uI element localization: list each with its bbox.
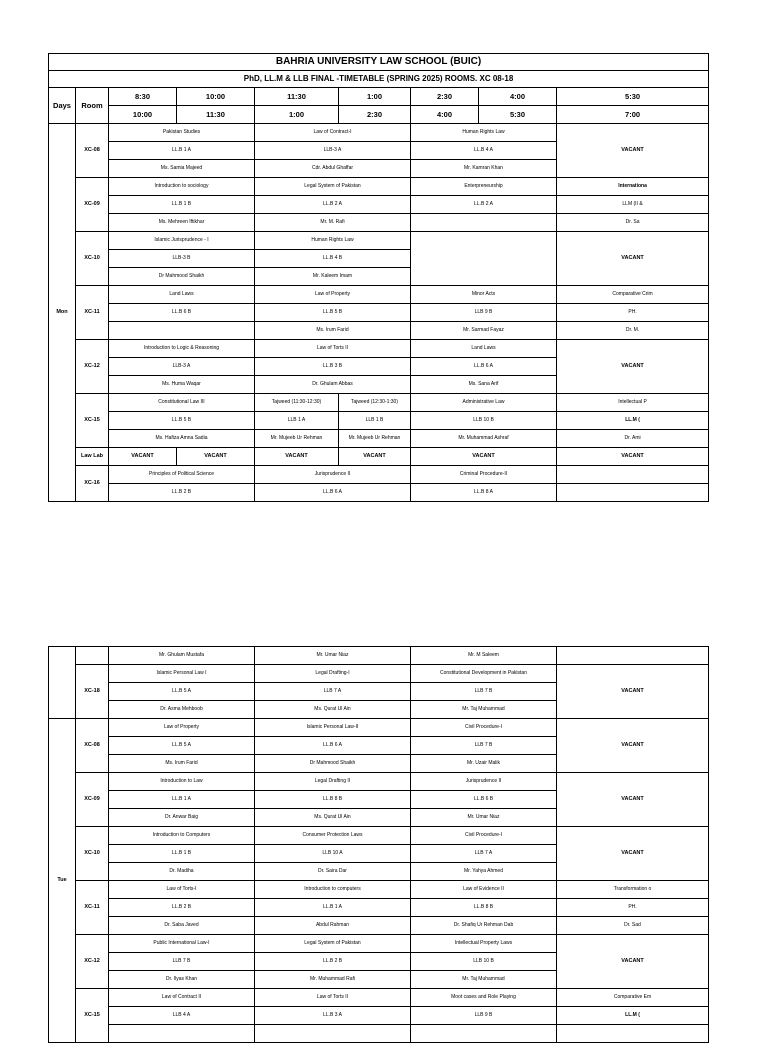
class-section: LLB 1 B [339, 412, 411, 430]
class-section: LL.B 6 A [411, 358, 557, 376]
instructor-name: Dr. Asma Mehboob [109, 701, 255, 719]
empty-cell [557, 466, 709, 484]
vacant-cell: VACANT [557, 232, 709, 286]
course-name: Introduction to Law [109, 773, 255, 791]
course-name: Land Laws [109, 286, 255, 304]
instructor-name: Mr. Umar Niaz [255, 647, 411, 665]
class-section: PH. [557, 304, 709, 322]
room-label: Law Lab [76, 448, 109, 466]
class-section: LLB 7 B [411, 737, 557, 755]
course-name: Enterpreneurship [411, 178, 557, 196]
course-name: Transformation o [557, 881, 709, 899]
instructor-name: Dr. Ami [557, 430, 709, 448]
room-label: XC-09 [76, 773, 109, 827]
course-name: Human Rights Law [411, 124, 557, 142]
class-section: LLB 10 B [411, 412, 557, 430]
instructor-name: Mr. Taj Muhammad [411, 971, 557, 989]
room-label: XC-08 [76, 719, 109, 773]
slot-end: 11:30 [177, 106, 255, 124]
instructor-name: Cdr. Abdul Ghaffar [255, 160, 411, 178]
empty-cell [557, 647, 709, 665]
room-label: XC-11 [76, 881, 109, 935]
class-section: LL.B 2 B [255, 953, 411, 971]
class-section: LL.B 6 B [109, 304, 255, 322]
course-name: Criminal Procedure-II [411, 466, 557, 484]
timetable-table-tuesday [48, 646, 709, 1043]
class-section: LL.B 1 A [255, 899, 411, 917]
slot-end: 7:00 [557, 106, 709, 124]
instructor-name: Abdul Rahman [255, 917, 411, 935]
vacant-cell: VACANT [411, 448, 557, 466]
course-name: Law of Evidence II [411, 881, 557, 899]
slot-end: 2:30 [339, 106, 411, 124]
class-section: LL.B 1 B [109, 196, 255, 214]
course-name: Law of Torts-I [109, 881, 255, 899]
instructor-name: Mr. Mujeeb Ur Rehman [255, 430, 339, 448]
class-section: LL.M ( [557, 1007, 709, 1025]
vacant-cell: VACANT [339, 448, 411, 466]
course-name: Internationa [557, 178, 709, 196]
course-name: Civil Procedure-I [411, 827, 557, 845]
course-name: Intellectual P [557, 394, 709, 412]
instructor-name: Ms. Sana Arif [411, 376, 557, 394]
instructor-name: Dr. Shafiq Ur Rehman Dab [411, 917, 557, 935]
class-section: LLB 7 A [255, 683, 411, 701]
instructor-name: Mr. Muhammad Rafi [255, 971, 411, 989]
days-header: Days [49, 88, 76, 124]
class-section: LL.B 2 A [411, 196, 557, 214]
class-section: LL.B 2 B [109, 484, 255, 502]
instructor-name: Mr. Muhammad Ashraf [411, 430, 557, 448]
instructor-name: Dr. Sad [557, 917, 709, 935]
course-name: Legal Drafting-I [255, 665, 411, 683]
empty-cell [557, 484, 709, 502]
class-section: LL.M ( [557, 412, 709, 430]
instructor-name: Mr. Taj Muhammad [411, 701, 557, 719]
course-name: Human Rights Law [255, 232, 411, 250]
course-name: Legal Drafting II [255, 773, 411, 791]
course-name: Consumer Protection Laws [255, 827, 411, 845]
class-section: LLB-3 A [109, 358, 255, 376]
vacant-cell: VACANT [557, 773, 709, 827]
course-name: Tajweed (11:30-12:30) [255, 394, 339, 412]
room-label: XC-08 [76, 124, 109, 178]
room-label: XC-15 [76, 394, 109, 448]
class-section: LLB 4 A [109, 1007, 255, 1025]
instructor-name: Mr. Ghulam Mustafa [109, 647, 255, 665]
timetable-table-monday [48, 53, 709, 502]
instructor-name: Dr. Ghulam Abbas [255, 376, 411, 394]
course-name: Law of Torts II [255, 989, 411, 1007]
instructor-name: Mr. Kaleem Imam [255, 268, 411, 286]
instructor-name: Ms. Huma Waqar [109, 376, 255, 394]
instructor-name: Mr. Sarmad Fayaz [411, 322, 557, 340]
class-section: PH. [557, 899, 709, 917]
instructor-name: Ms. Irum Farid [109, 755, 255, 773]
page-subtitle: PhD, LL.M & LLB FINAL -TIMETABLE (SPRING 2025) ROOMS. XC 08-18 [49, 71, 709, 88]
class-section: LL.B 1 A [109, 791, 255, 809]
class-section: LLB 7 B [411, 683, 557, 701]
slot-start: 5:30 [557, 88, 709, 106]
course-name: Moot cases and Role Playing [411, 989, 557, 1007]
course-name: Law of Contract II [109, 989, 255, 1007]
instructor-name: Dr. M. [557, 322, 709, 340]
class-section: LLB 9 B [411, 304, 557, 322]
class-section: LL.B 6 A [255, 484, 411, 502]
course-name: Introduction to sociology [109, 178, 255, 196]
class-section: LLB 10 A [255, 845, 411, 863]
instructor-name: Ms. Irum Farid [255, 322, 411, 340]
vacant-cell: VACANT [557, 719, 709, 773]
instructor-name: Mr. Mujeeb Ur Rehman [339, 430, 411, 448]
instructor-name: Dr. Madiha [109, 863, 255, 881]
day-label-tue: Tue [49, 719, 76, 1043]
course-name: Civil Procedure-I [411, 719, 557, 737]
slot-start: 4:00 [479, 88, 557, 106]
vacant-cell: VACANT [557, 448, 709, 466]
class-section: LL.B 5 B [109, 412, 255, 430]
instructor-name: Mr. M. Rafi [255, 214, 411, 232]
instructor-name: Mr. Umar Niaz [411, 809, 557, 827]
class-section: LLB 7 A [411, 845, 557, 863]
room-label: XC-16 [76, 466, 109, 502]
day-label-mon: Mon [49, 124, 76, 502]
instructor-name: Ms. Samia Majeed [109, 160, 255, 178]
class-section: LLB 1 A [255, 412, 339, 430]
vacant-cell: VACANT [557, 124, 709, 178]
instructor-name: Dr. Ilyas Khan [109, 971, 255, 989]
class-section: LL.B 8 B [255, 791, 411, 809]
course-name: Islamic Jurisprudence - I [109, 232, 255, 250]
instructor-name: Dr. Anwar Baig [109, 809, 255, 827]
instructor-name: Ms. Hafiza Amna Sadia [109, 430, 255, 448]
slot-start: 11:30 [255, 88, 339, 106]
class-section: LL.B 4 A [411, 142, 557, 160]
slot-start: 1:00 [339, 88, 411, 106]
course-name: Minor Acts [411, 286, 557, 304]
room-cell-continued [76, 647, 109, 665]
course-name: Public International Law-I [109, 935, 255, 953]
course-name: Pakistan Studies [109, 124, 255, 142]
room-label: XC-11 [76, 286, 109, 340]
course-name: Comparative Em [557, 989, 709, 1007]
vacant-cell: VACANT [557, 827, 709, 881]
class-section: LL.B 6 A [255, 737, 411, 755]
instructor-name: Ms. Qurat Ul Ain [255, 701, 411, 719]
timetable-page-1 [48, 53, 653, 535]
instructor-name: Mr. Yahya Ahmed [411, 863, 557, 881]
class-section: LL.B 2 A [255, 196, 411, 214]
instructor-name: Ms. Qurat Ul Ain [255, 809, 411, 827]
vacant-cell: VACANT [557, 665, 709, 719]
room-label: XC-12 [76, 340, 109, 394]
instructor-name: Mr. M Saleem [411, 647, 557, 665]
slot-start: 2:30 [411, 88, 479, 106]
course-name: Land Laws [411, 340, 557, 358]
slot-end: 4:00 [411, 106, 479, 124]
room-label: XC-12 [76, 935, 109, 989]
class-section: LL.B 1 B [109, 845, 255, 863]
empty-cell [557, 1025, 709, 1043]
instructor-name: Mr. Uzair Malik [411, 755, 557, 773]
room-label: XC-09 [76, 178, 109, 232]
room-label: XC-10 [76, 232, 109, 286]
class-section: LLB 10 B [411, 953, 557, 971]
course-name: Introduction to Computers [109, 827, 255, 845]
instructor-name [411, 214, 557, 232]
slot-end: 10:00 [109, 106, 177, 124]
room-label: XC-15 [76, 989, 109, 1043]
slot-end: 5:30 [479, 106, 557, 124]
course-name: Tajweed (12:30-1:30) [339, 394, 411, 412]
class-section: LL.B 4 B [255, 250, 411, 268]
course-name: Law of Torts II [255, 340, 411, 358]
instructor-name: Ms. Mehreen Iftikhar [109, 214, 255, 232]
class-section: LL.B 2 B [109, 899, 255, 917]
room-header: Room [76, 88, 109, 124]
course-name: Jurisprudence II [411, 773, 557, 791]
empty-cell [255, 1025, 411, 1043]
course-name: Law of Contract-I [255, 124, 411, 142]
course-name: Islamic Personal Law-II [255, 719, 411, 737]
instructor-name [109, 322, 255, 340]
class-section: LLM (II & [557, 196, 709, 214]
day-cell-continued [49, 647, 76, 719]
course-name: Jurisprudence II [255, 466, 411, 484]
course-name: Administrative Law [411, 394, 557, 412]
vacant-cell: VACANT [109, 448, 177, 466]
instructor-name: Mr. Kamran Khan [411, 160, 557, 178]
instructor-name: Dr. Saba Javed [109, 917, 255, 935]
instructor-name: Dr. Saira Dar [255, 863, 411, 881]
class-section: LLB-3 A [255, 142, 411, 160]
class-section: LL.B 3 B [255, 358, 411, 376]
slot-start: 8:30 [109, 88, 177, 106]
course-name: Law of Property [255, 286, 411, 304]
vacant-cell: VACANT [557, 935, 709, 989]
class-section: LLB 7 B [109, 953, 255, 971]
room-label: XC-10 [76, 827, 109, 881]
class-section: LL.B 5 B [255, 304, 411, 322]
empty-cell [411, 1025, 557, 1043]
empty-cell [109, 1025, 255, 1043]
course-name: Legal System of Pakistan [255, 178, 411, 196]
class-section: LLB-3 B [109, 250, 255, 268]
vacant-cell: VACANT [177, 448, 255, 466]
instructor-name: Dr. Sa [557, 214, 709, 232]
slot-end: 1:00 [255, 106, 339, 124]
class-section: LL.B 5 A [109, 683, 255, 701]
class-section: LL.B 8 A [411, 484, 557, 502]
course-name: Legal System of Pakistan [255, 935, 411, 953]
class-section: LL.B 6 B [411, 791, 557, 809]
course-name: Principles of Political Science [109, 466, 255, 484]
class-section: LL.B 3 A [255, 1007, 411, 1025]
course-name: Constitutional Law III [109, 394, 255, 412]
class-section: LL.B 1 A [109, 142, 255, 160]
empty-cell [411, 232, 557, 286]
page-title: BAHRIA UNIVERSITY LAW SCHOOL (BUIC) [49, 54, 709, 71]
course-name: Comparative Crim [557, 286, 709, 304]
instructor-name: Dr Mahmood Shaikh [109, 268, 255, 286]
course-name: Introduction to computers [255, 881, 411, 899]
slot-start: 10:00 [177, 88, 255, 106]
course-name: Law of Property [109, 719, 255, 737]
vacant-cell: VACANT [255, 448, 339, 466]
course-name: Islamic Personal Law I [109, 665, 255, 683]
class-section: LLB 9 B [411, 1007, 557, 1025]
course-name: Intellectual Property Laws [411, 935, 557, 953]
vacant-cell: VACANT [557, 340, 709, 394]
course-name: Constitutional Development in Pakistan [411, 665, 557, 683]
instructor-name: Dr Mahmood Shaikh [255, 755, 411, 773]
timetable-page-2 [48, 646, 652, 1024]
room-label: XC-18 [76, 665, 109, 719]
course-name: Introduction to Logic & Reasoning [109, 340, 255, 358]
class-section: LL.B 8 B [411, 899, 557, 917]
class-section: LL.B 5 A [109, 737, 255, 755]
